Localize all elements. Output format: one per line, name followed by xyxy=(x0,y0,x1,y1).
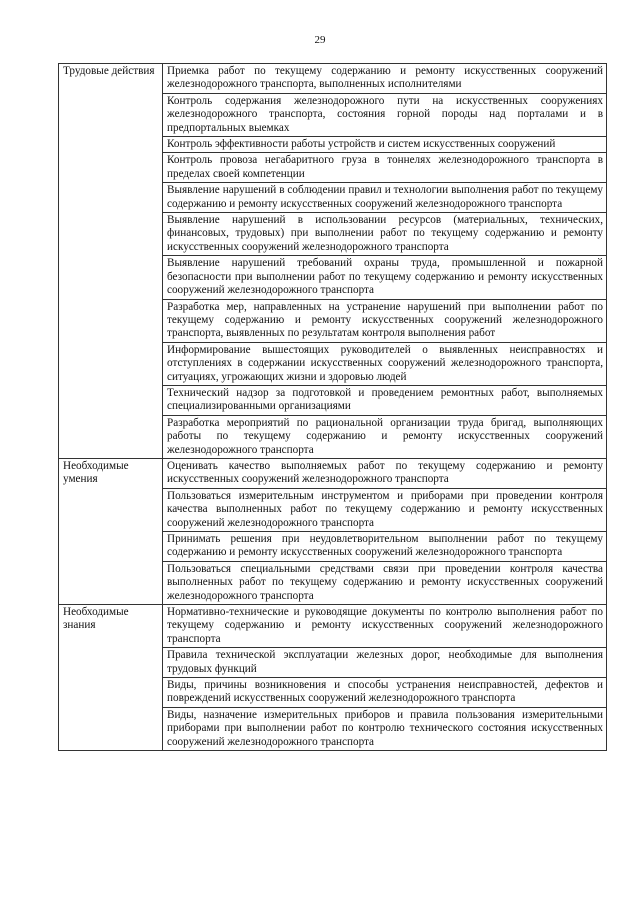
section-item: Выявление нарушений в использовании ресурсов (материальных, технических, финансовых, трудовых) при выполнении работ по текущему содержанию и ремонту искусственных сооружений железнодорожного транспорта xyxy=(163,213,607,256)
section-label: Необходимые умения xyxy=(59,458,163,604)
section-label: Трудовые действия xyxy=(59,64,163,459)
section-item: Контроль провоза негабаритного груза в тоннелях железнодорожного транспорта в пределах своей компетенции xyxy=(163,153,607,183)
section-item: Выявление нарушений в соблюдении правил и технологии выполнения работ по текущему содержанию и ремонту искусственных сооружений железнодорожного транспорта xyxy=(163,183,607,213)
section-item: Технический надзор за подготовкой и проведением ремонтных работ, выполняемых специализированными организациями xyxy=(163,385,607,415)
section-item: Пользоваться измерительным инструментом и приборами при проведении контроля качества выполненных работ по текущему содержанию и ремонту искусственных сооружений железнодорожного транспорта xyxy=(163,488,607,531)
section-item: Нормативно-технические и руководящие документы по контролю выполнения работ по текущему содержанию и ремонту искусственных сооружений железнодорожного транспорта xyxy=(163,605,607,648)
section-item: Приемка работ по текущему содержанию и ремонту искусственных сооружений железнодорожного транспорта, выполненных исполнителями xyxy=(163,64,607,94)
section-label: Необходимые знания xyxy=(59,605,163,751)
section-item: Пользоваться специальными средствами связи при проведении контроля качества выполненных работ по текущему содержанию и ремонту искусственных сооружений железнодорожного транспорта xyxy=(163,561,607,604)
competency-table xyxy=(58,63,607,751)
table-row xyxy=(59,458,607,488)
section-item: Принимать решения при неудовлетворительном выполнении работ по текущему содержанию и ремонту искусственных сооружений железнодорожного транспорта xyxy=(163,532,607,562)
section-item: Разработка мер, направленных на устранение нарушений при выполнении работ по текущему содержанию и ремонту искусственных сооружений железнодорожного транспорта, выявленных по результатам контроля выполнения работ xyxy=(163,299,607,342)
section-item: Виды, причины возникновения и способы устранения неисправностей, дефектов и повреждений искусственных сооружений железнодорожного транспорта xyxy=(163,678,607,708)
table-row xyxy=(59,605,607,648)
section-item: Оценивать качество выполняемых работ по текущему содержанию и ремонту искусственных сооружений железнодорожного транспорта xyxy=(163,458,607,488)
section-item: Виды, назначение измерительных приборов и правила пользования измерительными приборами при выполнении работ по контролю технического состояния искусственных сооружений железнодорожного транспорта xyxy=(163,707,607,750)
section-item: Информирование вышестоящих руководителей о выявленных неисправностях и отступлениях в содержании искусственных сооружений железнодорожного транспорта, ситуациях, угрожающих жизни и здоровью людей xyxy=(163,342,607,385)
page-number: 29 xyxy=(314,34,326,46)
competency-table-body xyxy=(59,64,607,751)
table-row xyxy=(59,64,607,94)
section-item: Контроль содержания железнодорожного пути на искусственных сооружениях железнодорожного транспорта, состояния горной породы над порталами и в предпортальных выемках xyxy=(163,93,607,136)
section-item: Выявление нарушений требований охраны труда, промышленной и пожарной безопасности при выполнении работ по текущему содержанию и ремонту искусственных сооружений железнодорожного транспорта xyxy=(163,256,607,299)
section-item: Правила технической эксплуатации железных дорог, необходимые для выполнения трудовых функций xyxy=(163,648,607,678)
section-item: Контроль эффективности работы устройств и систем искусственных сооружений xyxy=(163,137,607,153)
section-item: Разработка мероприятий по рациональной организации труда бригад, выполняющих работы по текущему содержанию и ремонту искусственных сооружений железнодорожного транспорта xyxy=(163,415,607,458)
